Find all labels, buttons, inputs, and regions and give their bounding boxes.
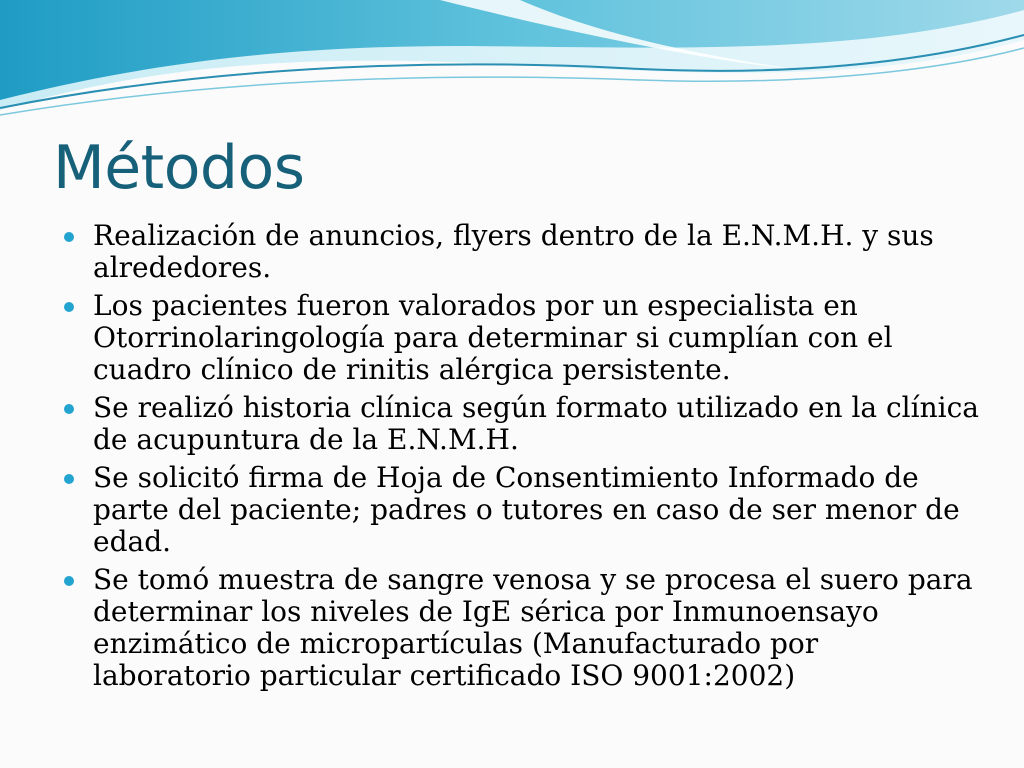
bullet-item: [60, 564, 980, 692]
bullet-text: Se realizó historia clínica según formato utilizado en la clínica de acupuntura de la E.N.M.H.: [93, 391, 979, 456]
header-wave-decoration: [0, 0, 1024, 130]
bullet-text: Realización de anuncios, flyers dentro de la E.N.M.H. y sus alrededores.: [93, 219, 934, 284]
bullet-dot-icon: [64, 576, 74, 586]
bullet-item: [60, 220, 980, 284]
bullet-text: Se solicitó firma de Hoja de Consentimiento Informado de parte del paciente; padres o tutores en caso de ser menor de edad.: [93, 461, 960, 558]
bullet-text: Los pacientes fueron valorados por un especialista en Otorrinolaringología para determinar si cumplían con el cuadro clínico de rinitis alérgica persistente.: [93, 289, 893, 386]
bullet-dot-icon: [64, 232, 74, 242]
bullet-item: [60, 290, 980, 386]
bullet-dot-icon: [64, 474, 74, 484]
bullet-dot-icon: [64, 302, 74, 312]
bullet-dot-icon: [64, 404, 74, 414]
bullet-item: [60, 462, 980, 558]
bullet-list: [60, 220, 980, 698]
slide-title: Métodos: [53, 133, 305, 203]
bullet-item: [60, 392, 980, 456]
bullet-text: Se tomó muestra de sangre venosa y se procesa el suero para determinar los niveles de IgE sérica por Inmunoensayo enzimático de micropartículas (Manufacturado por laboratorio particular certificado ISO 9001:2002): [93, 563, 973, 692]
